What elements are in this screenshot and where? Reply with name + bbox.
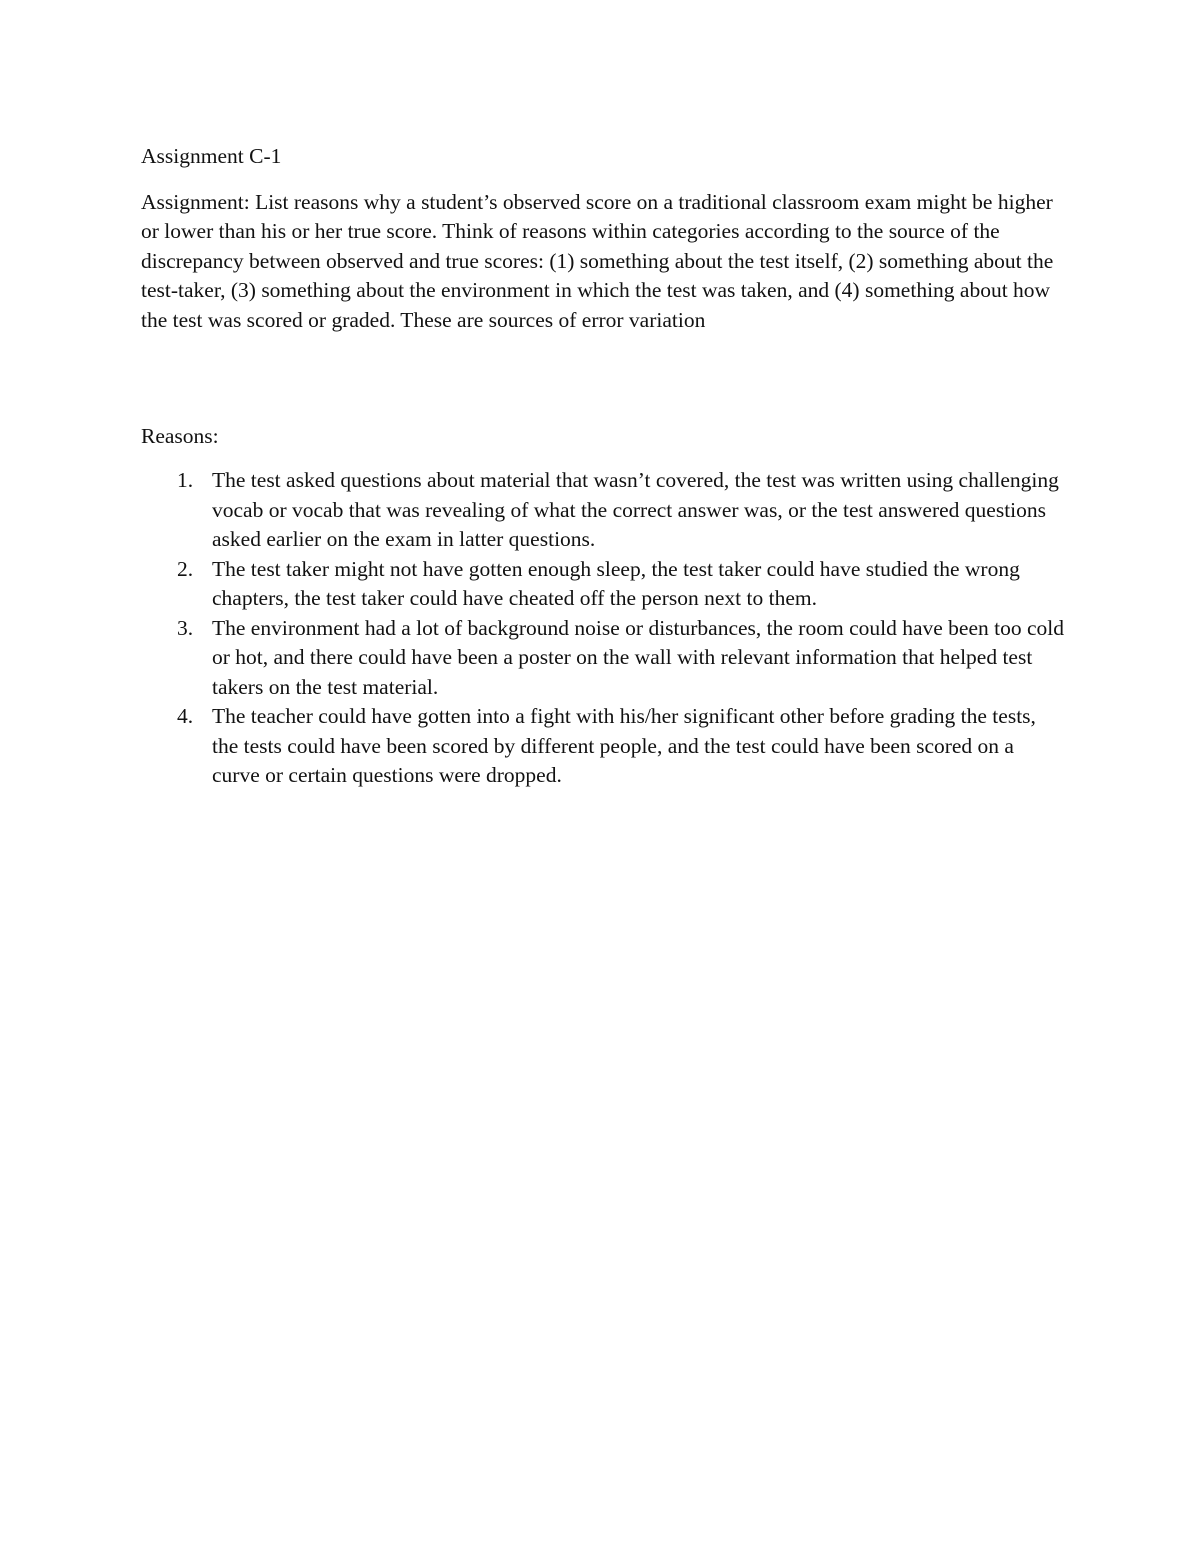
reason-text: The teacher could have gotten into a fight with his/her significant other before grading the tests, the tests could have been scored by different people, and the test could have been scored on a curve or certain questions were dropped.: [212, 704, 1036, 787]
reason-number: 1.: [177, 468, 194, 492]
reason-item-3: [141, 614, 1066, 703]
document-content: [141, 142, 1066, 787]
reason-number: 4.: [177, 704, 194, 728]
reason-text: The environment had a lot of background noise or disturbances, the room could have been too cold or hot, and there could have been a poster on the wall with relevant information that helped test takers on the test material.: [212, 615, 1064, 699]
reason-text: The test asked questions about material that wasn’t covered, the test was written using challenging vocab or vocab that was revealing of what the correct answer was, or the test answered questions asked earlier on the exam in latter questions.: [212, 468, 1059, 551]
reason-number: 2.: [177, 556, 194, 581]
page-title: Assignment C-1: [141, 144, 282, 168]
assignment-instructions: Assignment: List reasons why a student’s observed score on a traditional classroom exam might be higher or lower than his or her true score. Think of reasons within categories according to the source of the discrepancy between observed and true scores: (1) something about the test itself, (2) something about the test-taker, (3) something about the environment in which the test was taken, and (4) something about how the test was scored or graded. These are sources of error variation: [141, 189, 1054, 332]
reason-number: 3.: [177, 615, 194, 640]
reasons-list: [141, 466, 1066, 791]
reason-item-2: [141, 555, 1066, 614]
reason-text: The test taker might not have gotten enough sleep, the test taker could have studied the wrong chapters, the test taker could have cheated off the person next to them.: [212, 556, 1020, 610]
reason-item-4: [141, 702, 1066, 791]
reason-item-1: [141, 466, 1066, 555]
reasons-heading: Reasons:: [141, 424, 219, 448]
